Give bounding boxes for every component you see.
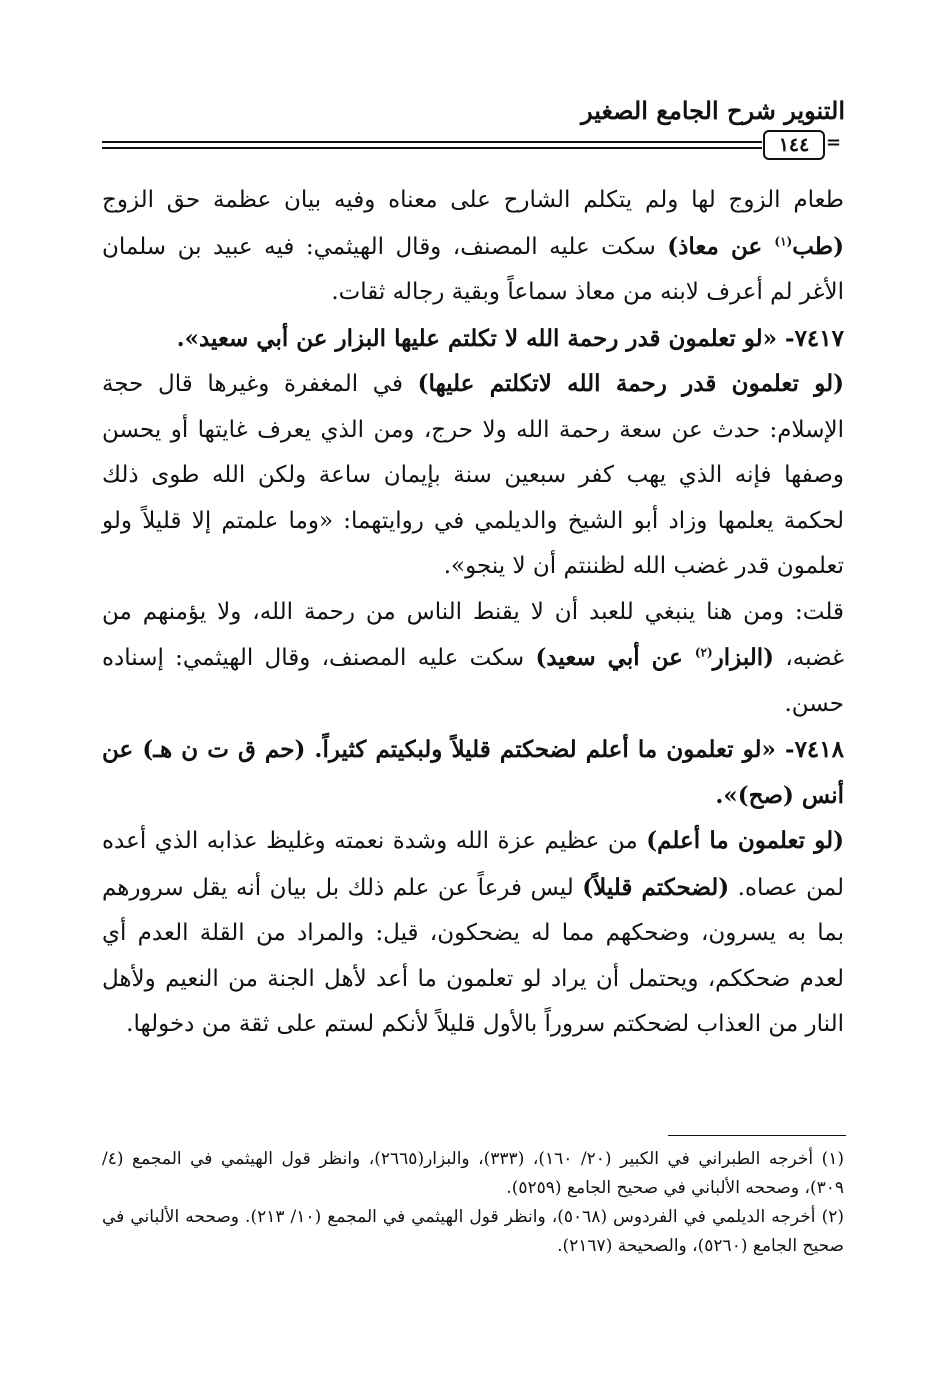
paragraph bbox=[102, 361, 844, 590]
bold-run: (لو تعلمون ما أعلم) bbox=[646, 827, 844, 854]
text-run: سكت عليه المصنف، وقال الهيثمي: إسناده حسن. bbox=[102, 645, 844, 717]
bold-run: (لو تعلمون قدر رحمة الله لاتكلتم عليها) bbox=[417, 370, 844, 397]
header-rule-line bbox=[102, 147, 762, 149]
main-text bbox=[102, 178, 844, 1048]
text-run: طعام الزوج لها ولم يتكلم الشارح على معناه وفيه بيان عظمة حق الزوج bbox=[102, 187, 844, 213]
source-ref: عن أبي سعيد) bbox=[535, 644, 695, 671]
bold-run: (لضحكتم قليلاً) bbox=[582, 873, 730, 901]
hadith-number: ٧٤١٧- bbox=[777, 324, 844, 352]
footnote-ref[interactable]: (٢) bbox=[694, 645, 713, 660]
source-ref: عن معاذ) bbox=[667, 232, 775, 260]
text-run: سكت عليه المصنف، وقال الهيثمي: فيه عبيد بن سلمان الأغر لم أعرف لابنه من معاذ سماعاً وبقية رجاله ثقات. bbox=[102, 233, 844, 305]
source-ref: (طب bbox=[792, 232, 844, 260]
header-rule bbox=[0, 130, 945, 160]
footnote-ref[interactable]: (١) bbox=[774, 233, 793, 248]
header-end-mark: = bbox=[826, 132, 842, 153]
running-title: التنوير شرح الجامع الصغير bbox=[581, 96, 845, 125]
footnote-2: (٢) أخرجه الديلمي في الفردوس (٥٠٦٨)، وانظر قول الهيثمي في المجمع (١٠/ ٢١٣). وصححه الألباني في صحيح الجامع (٥٢٦٠)، والصحيحة (٢١٦٧). bbox=[102, 1207, 844, 1256]
page-number: ١٤٤ bbox=[763, 130, 825, 160]
footnote-1: (١) أخرجه الطبراني في الكبير (٢٠/ ١٦٠)، (٣٣٣)، والبزار(٢٦٦٥)، وانظر قول الهيثمي في المجمع (٤/ ٣٠٩)، وصححه الألباني في صحيح الجامع (٥٢٥٩). bbox=[102, 1149, 845, 1198]
text-run: قلت: ومن هنا ينبغي للعبد أن لا يقنط الناس من رحمة الله، ولا يؤمنهم من غضبه، bbox=[102, 598, 845, 671]
text-run: ليس فرعاً عن علم ذلك بل بيان أنه يقل سرورهم بما به يسرون، وضحكهم مما له يضحكون، قيل: والمراد من القلة العدم أي لعدم ضحككم، ويحتمل أن يراد لو تعلمون ما أعد لأهل الجنة من النعيم ولأهل النار من العذاب لضحكتم سروراً بالأول قليلاً لأنكم لستم على ثقة من دخولها. bbox=[102, 874, 844, 1037]
text-run: من عظيم عزة الله وشدة نعمته وغليظ عذابه الذي أعده لمن عصاه. bbox=[102, 828, 844, 901]
footnotes bbox=[102, 1145, 844, 1261]
source-ref: (البزار bbox=[712, 644, 775, 671]
paragraph bbox=[102, 178, 844, 316]
text-run: في المغفرة وغيرها قال حجة الإسلام: حدث عن سعة رحمة الله ولا حرج، ومن الذي يعرف غايتها أو يحسن وصفها فإنه الذي يهب كفر سبعين سنة بإيمان ساعة ولكن الله طوى ذلك لحكمة يعلمها وزاد أبو الشيخ والديلمي في روايتهما: «وما علمتم إلا قليلاً ولو تعلمون قدر غضب الله لظننتم أن لا ينجو». bbox=[102, 371, 844, 579]
hadith-heading bbox=[102, 316, 844, 362]
paragraph bbox=[102, 818, 844, 1048]
hadith-number: ٧٤١٨- bbox=[775, 736, 844, 763]
hadith-text: «لو تعلمون ما أعلم لضحكتم قليلاً ولبكيتم كثيراً. (حم ق ت ن هـ) عن أنس (صح)». bbox=[102, 736, 844, 809]
header-rule-line bbox=[102, 141, 762, 143]
bold-run bbox=[535, 644, 774, 671]
hadith-heading bbox=[102, 727, 844, 818]
footnote-separator bbox=[668, 1135, 846, 1136]
bold-run bbox=[667, 233, 844, 260]
paragraph bbox=[102, 590, 844, 728]
hadith-text: «لو تعلمون قدر رحمة الله لا تكلتم عليها البزار عن أبي سعيد». bbox=[176, 324, 778, 352]
